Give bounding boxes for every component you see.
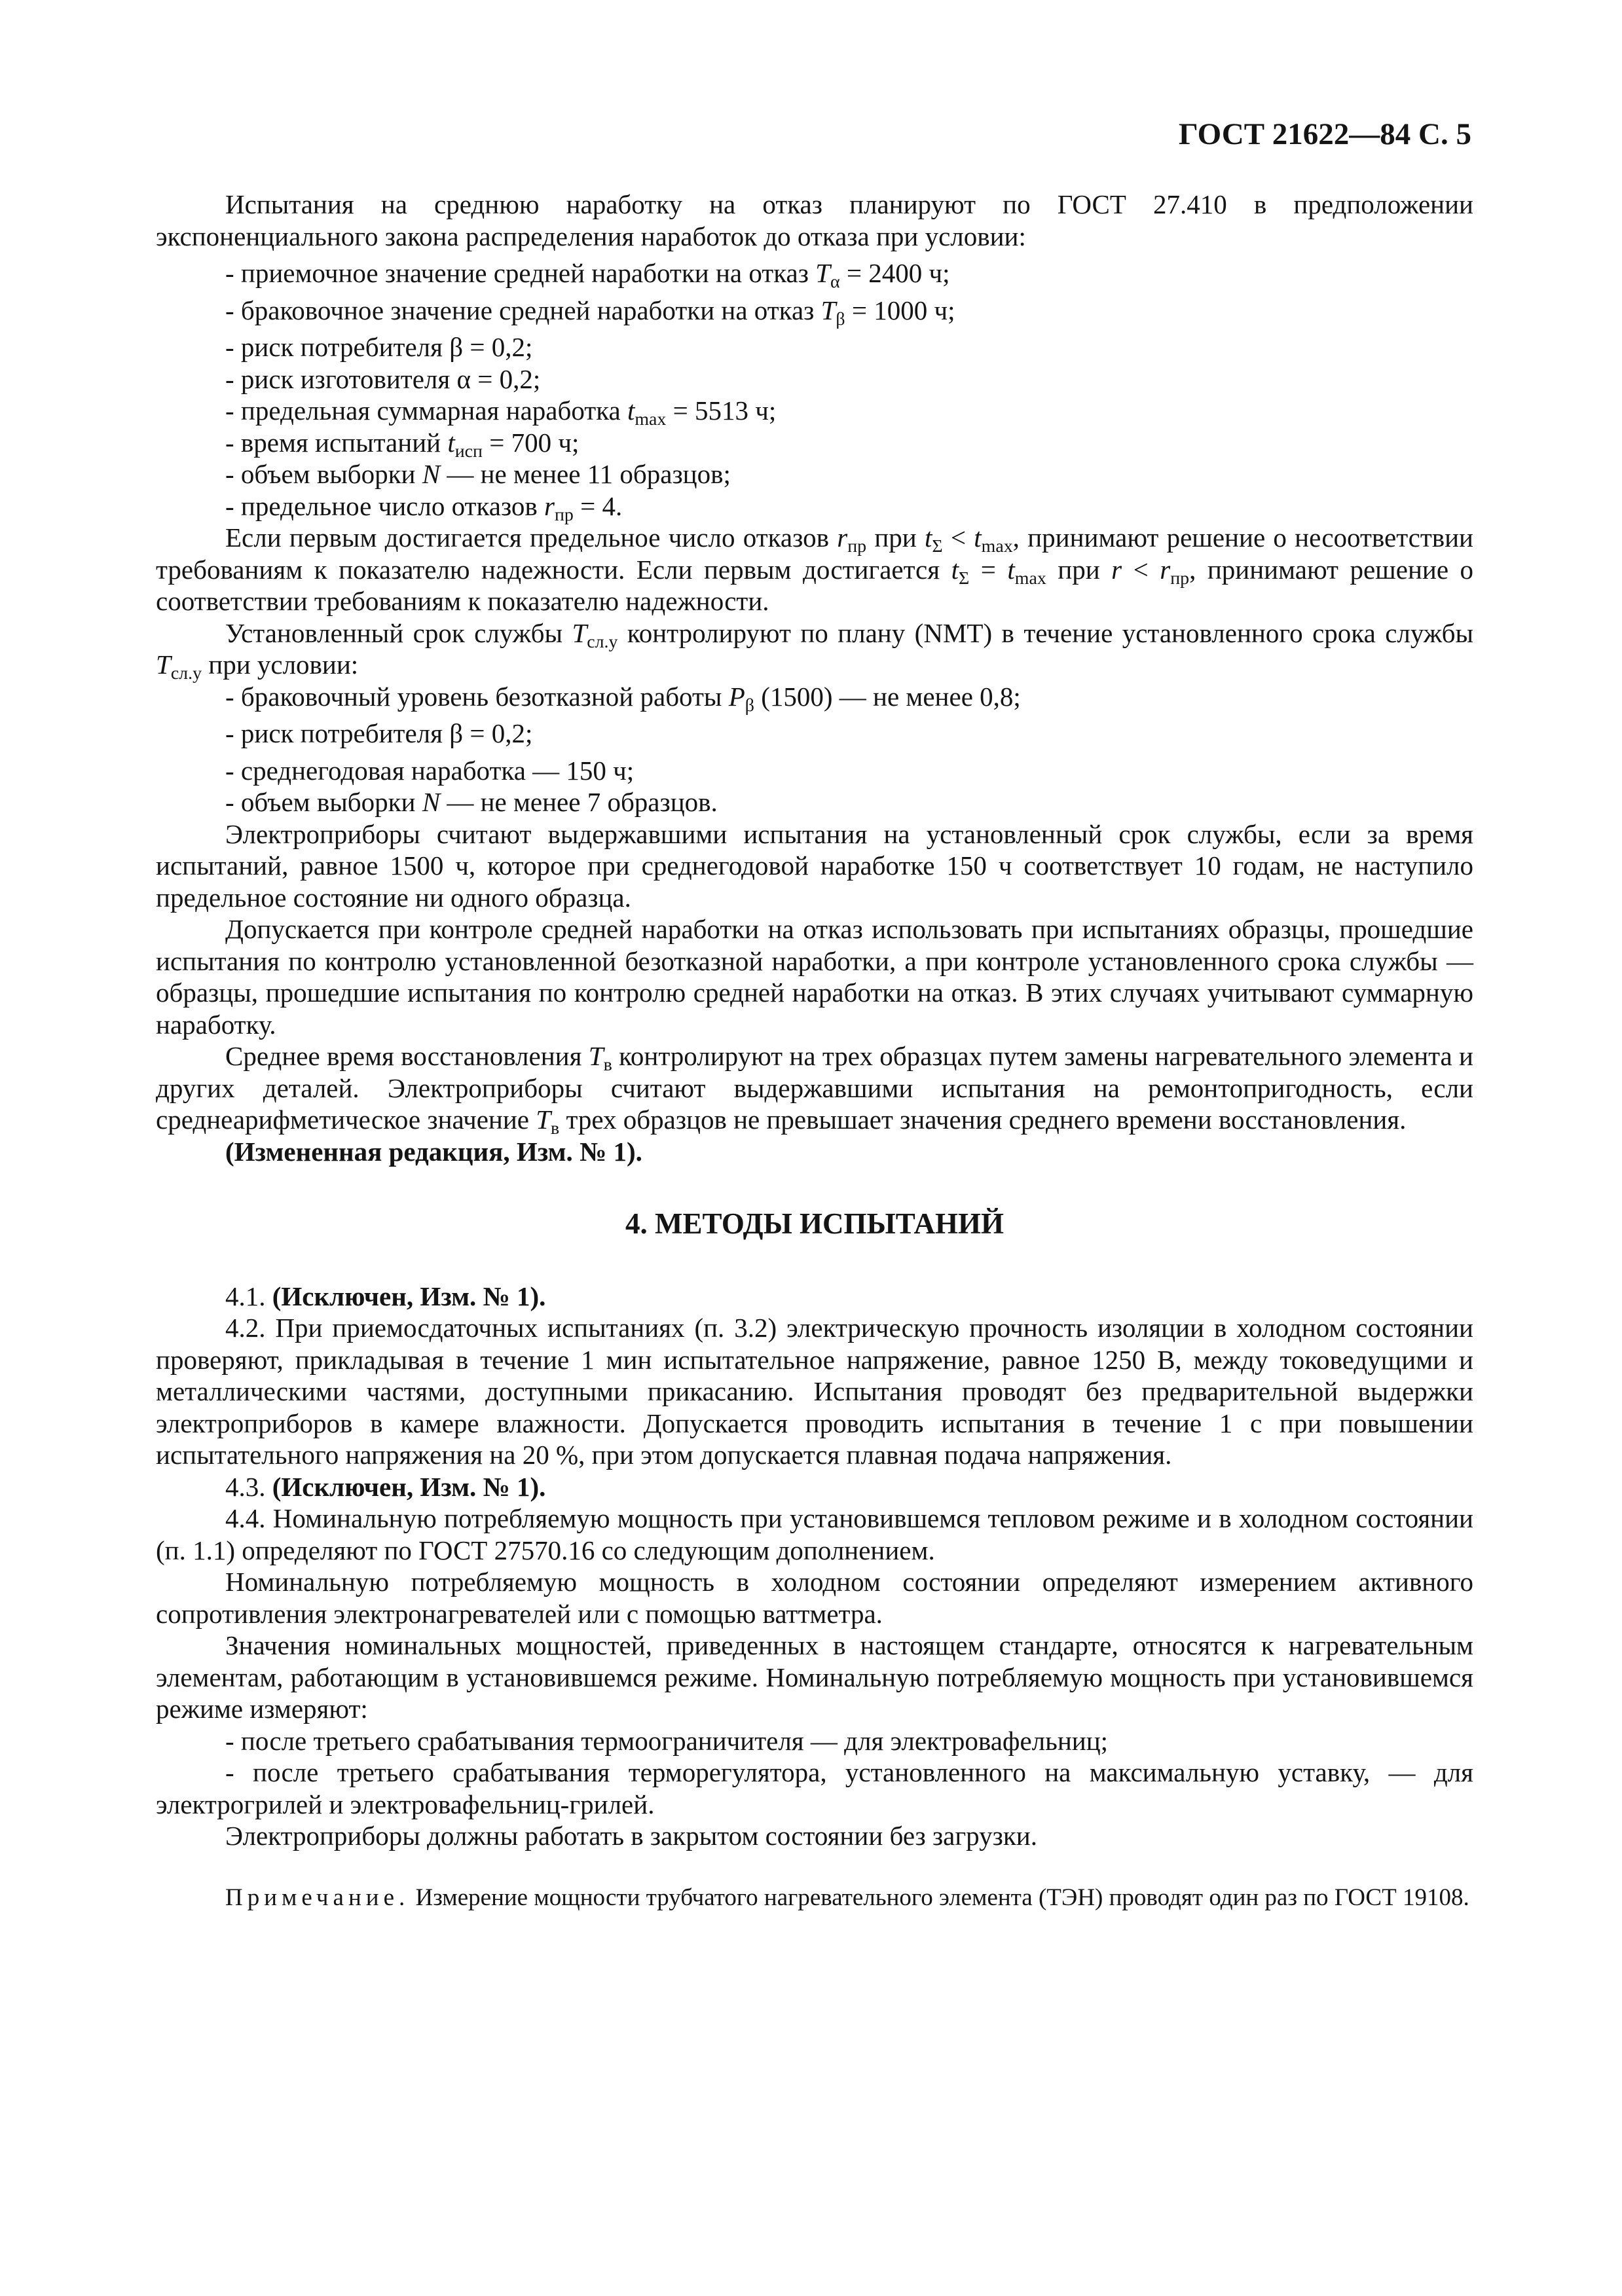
list-item: - объем выборки N — не менее 7 образцов. (225, 787, 718, 817)
list-item: - браковочное значение средней наработки на отказ $T_\beta = 1000$ ч; (225, 295, 955, 329)
list-item: - риск потребителя β = 0,2; (225, 718, 533, 748)
mtbf-intro: Испытания на среднюю наработку на отказ планируют по ГОСТ 27.410 в предположении экспоненциального закона распределения наработок до отказа при условии: (156, 189, 1473, 251)
values-paragraph: Значения номинальных мощностей, приведенных в настоящем стандарте, относятся к нагревательным элементам, работающим в установившемся режиме. Номинальную потребляемую мощность при установившемся режиме измеряют: (156, 1630, 1473, 1724)
closed-paragraph: Электроприборы должны работать в закрытом состоянии без загрузки. (225, 1821, 1037, 1851)
service-paragraph: Установленный срок службы $T_{сл.у}$ контролируют по плану (NMT) в течение установленного срока службы $T_{сл.у}$ при условии: (156, 617, 1474, 683)
restore-paragraph: Среднее время восстановления $T_в$ контролируют на трех образцах путем замены нагревательного элемента и других деталей. Электроприборы считают выдержавшими испытания на ремонтопригодность, если среднеарифметическое значение $T_в$ трех образцов не превышает значения среднего времени восстановления. (156, 1041, 1474, 1139)
list-item: - после третьего срабатывания терморегулятора, установленного на максимальную уставку, — для электрогрилей и электровафельниц-грилей. (156, 1757, 1473, 1819)
list-item: - после третьего срабатывания термоограничителя — для электровафельниц; (225, 1725, 1109, 1756)
list-item: - предельное число отказов $r_{пр} = 4$. (225, 490, 623, 525)
clause-4-2: 4.2. При приемосдаточных испытаниях (п. 3.2) электрическую прочность изоляции в холодном состоянии проверяют, прикладывая в течение 1 мин испытательное напряжение, равное 1250 В, между токоведущими и металлическими частями, доступными прикасанию. Испытания проводят без предварительной выдержки электроприборов в камере влажности. Допускается проводить испытания в течение 1 с при повышении испытательного напряжения на 20 %, при этом допускается плавная подача напряжения. (156, 1313, 1473, 1470)
note (156, 1884, 1473, 1912)
list-item: - среднегодовая наработка — 150 ч; (225, 755, 635, 786)
clause-4-1: 4.1. (Исключен, Изм. № 1). (225, 1281, 546, 1311)
list-item: - время испытаний $t_{исп} = 700$ ч; (225, 427, 580, 462)
list-item: - объем выборки N — не менее 11 образцов; (225, 459, 731, 489)
list-item: - предельная суммарная наработка $t_{max} = 5513$ ч; (225, 395, 777, 429)
list-item: - браковочный уровень безотказной работы $P_\beta$ (1500) — не менее 0,8; (225, 681, 1021, 716)
list-item: - приемочное значение средней наработки на отказ $T_\alpha = 2400$ ч; (225, 258, 950, 292)
decision-paragraph: Если первым достигается предельное число отказов $r_{пр}$ при $t_\Sigma < t_{max}$, принимают решение о несоответствии требованиям к показателю надежности. Если первым достигается $t_\Sigma = t_{max}$ при $r < r_{пр}$, принимают решение о соответствии требованиям к показателю надежности. (156, 522, 1474, 616)
section-title: 4. МЕТОДЫ ИСПЫТАНИЙ (625, 1207, 1005, 1240)
clause-4-3: 4.3. (Исключен, Изм. № 1). (225, 1471, 546, 1502)
document-body (156, 189, 1473, 1912)
list-item: - риск потребителя β = 0,2; (225, 332, 533, 362)
clause-4-4: 4.4. Номинальную потребляемую мощность при установившемся тепловом режиме и в холодном состоянии (п. 1.1) определяют по ГОСТ 27570.16 со следующим дополнением. (156, 1503, 1473, 1565)
passed-paragraph: Электроприборы считают выдержавшими испытания на установленный срок службы, если за время испытаний, равное 1500 ч, которое при среднегодовой наработке 150 ч соответствует 10 годам, не наступило предельное состояние ни одного образца. (156, 818, 1473, 913)
cold-paragraph: Номинальную потребляемую мощность в холодном состоянии определяют измерением активного сопротивления электронагревателей или с помощью ваттметра. (156, 1567, 1473, 1629)
page-header: ГОСТ 21622—84 С. 5 (1178, 117, 1471, 151)
allowed-paragraph: Допускается при контроле средней наработки на отказ использовать при испытаниях образцы, прошедшие испытания по контролю установленной безотказной наработки, а при контроле установленного срока службы — образцы, прошедшие испытания по контролю средней наработки на отказ. В этих случаях учитывают суммарную наработку. (156, 914, 1473, 1040)
note-label: Примечание. (225, 1884, 410, 1911)
amended-note: (Измененная редакция, Изм. № 1). (225, 1136, 642, 1167)
note-text: Измерение мощности трубчатого нагревательного элемента (ТЭН) проводят один раз по ГОСТ 19108. (415, 1884, 1469, 1911)
list-item: - риск изготовителя α = 0,2; (225, 363, 541, 394)
